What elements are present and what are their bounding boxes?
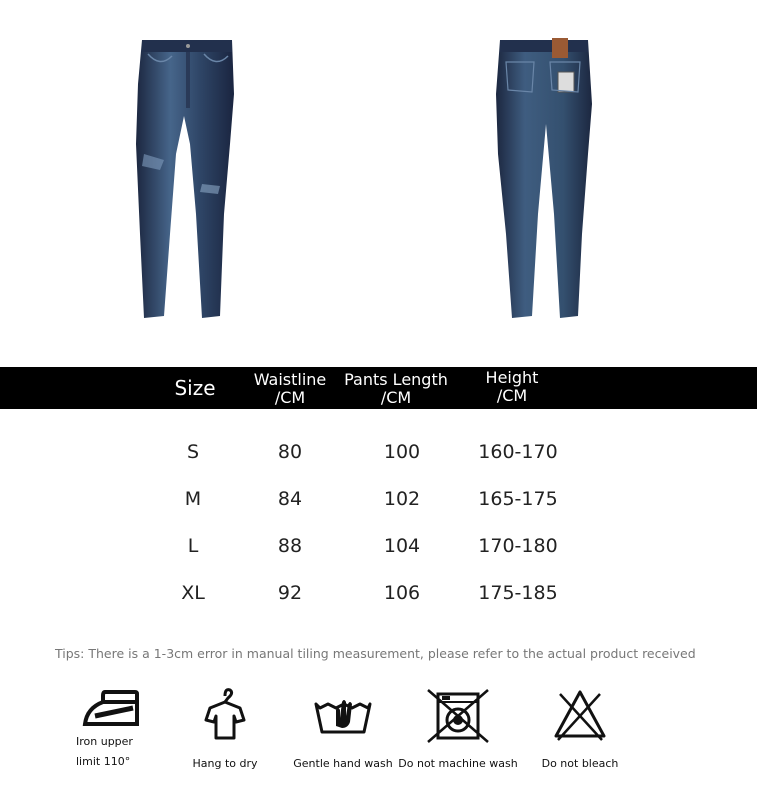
table-row <box>0 578 757 608</box>
cell-size: M <box>184 488 202 510</box>
cell-waistline: 84 <box>277 488 303 510</box>
table-row <box>0 531 757 561</box>
header-waistline-line2: /CM <box>274 388 306 407</box>
size-table-header <box>0 367 757 409</box>
care-iron <box>76 686 146 772</box>
care-iron-label-line1: Iron upper <box>76 735 133 748</box>
cell-height: 175-185 <box>478 582 558 604</box>
care-hand-wash <box>290 686 396 774</box>
header-pants-length-line1: Pants Length <box>344 370 448 389</box>
cell-pants-length: 100 <box>383 441 421 463</box>
measurement-tips: Tips: There is a 1-3cm error in manual tiling measurement, please refer to the actual product received <box>55 646 696 661</box>
cell-pants-length: 104 <box>383 535 421 557</box>
care-hand-wash-label: Gentle hand wash <box>293 757 393 770</box>
product-photos <box>0 0 757 360</box>
care-no-machine-wash <box>398 686 518 774</box>
care-no-bleach-label: Do not bleach <box>541 757 619 770</box>
cell-size: S <box>186 441 200 463</box>
care-no-machine-wash-label: Do not machine wash <box>398 757 518 770</box>
header-height-line1: Height <box>485 368 539 387</box>
cell-waistline: 80 <box>277 441 303 463</box>
care-hang <box>180 686 270 774</box>
care-hang-label: Hang to dry <box>192 757 258 770</box>
table-row <box>0 484 757 514</box>
jeans-back-image <box>484 34 604 324</box>
care-iron-label-line2: limit 110° <box>76 755 131 768</box>
cell-pants-length: 102 <box>383 488 421 510</box>
header-pants-length-line2: /CM <box>380 388 412 407</box>
jeans-front-image <box>120 34 250 324</box>
cell-size: L <box>187 535 199 557</box>
cell-height: 160-170 <box>478 441 558 463</box>
header-height <box>466 369 558 405</box>
header-height-line2: /CM <box>496 386 528 405</box>
iron-icon <box>81 686 141 732</box>
no-machine-wash-icon <box>422 686 494 746</box>
cell-waistline: 92 <box>277 582 303 604</box>
header-waistline-line1: Waistline <box>253 370 327 389</box>
cell-waistline: 88 <box>277 535 303 557</box>
cell-height: 165-175 <box>478 488 558 510</box>
cell-size: XL <box>181 582 205 604</box>
no-bleach-icon <box>550 686 610 746</box>
table-row <box>0 437 757 467</box>
header-pants-length <box>340 371 452 407</box>
hanger-icon <box>200 686 250 746</box>
header-waistline <box>244 371 336 407</box>
hand-wash-icon <box>312 686 374 746</box>
cell-height: 170-180 <box>478 535 558 557</box>
header-size: Size <box>174 376 216 400</box>
cell-pants-length: 106 <box>383 582 421 604</box>
care-no-bleach <box>530 686 630 774</box>
